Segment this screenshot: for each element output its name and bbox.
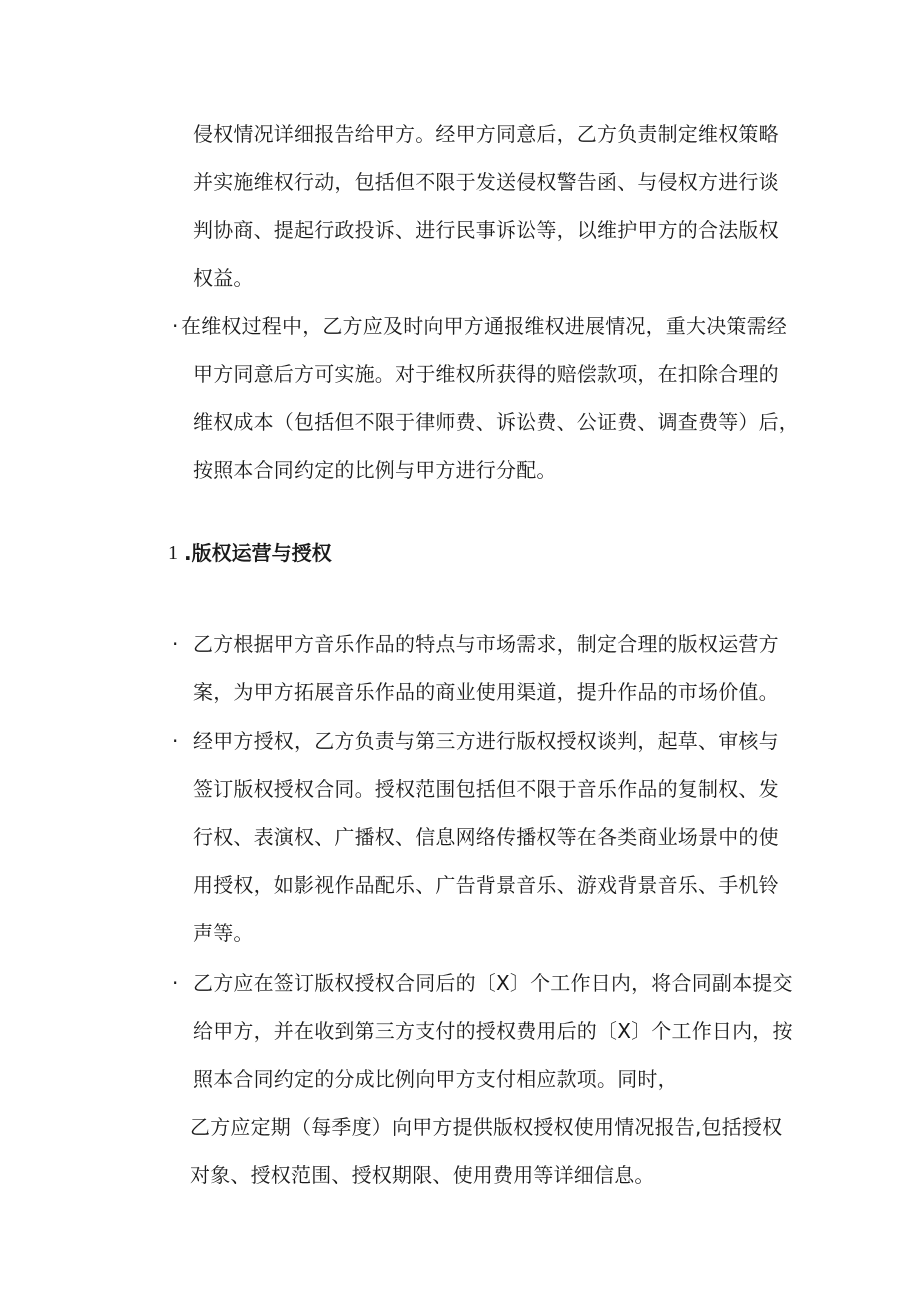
list-item-line: 签订版权授权合同。授权范围包括但不限于音乐作品的复制权、发 <box>193 777 779 801</box>
section-number: 1 <box>168 542 178 564</box>
paragraph-line: 按照本合同约定的比例与甲方进行分配。 <box>193 458 557 482</box>
paragraph-line: 侵权情况详细报告给甲方。经甲方同意后，乙方负责制定维权策略 <box>193 122 779 146</box>
list-item-line: 对象、授权范围、授权期限、使用费用等详细信息。 <box>190 1163 655 1187</box>
bullet-marker: · <box>172 632 179 656</box>
bullet-marker: · <box>172 729 179 753</box>
list-item-line: 行权、表演权、广播权、信息网络传播权等在各类商业场景中的使 <box>193 825 779 849</box>
list-item-line: 乙方根据甲方音乐作品的特点与市场需求，制定合理的版权运营方 <box>193 632 779 656</box>
list-item-line: 案，为甲方拓展音乐作品的商业使用渠道，提升作品的市场价值。 <box>193 680 779 704</box>
list-item-line: 经甲方授权，乙方负责与第三方进行版权授权谈判，起草、审核与 <box>193 729 779 753</box>
paragraph-line: 在维权过程中，乙方应及时向甲方通报维权进展情况，重大决策需经 <box>181 314 787 338</box>
list-item-line: 给甲方，并在收到第三方支付的授权费用后的〔X〕个工作日内，按 <box>193 1019 793 1043</box>
paragraph-line: 权益。 <box>193 266 254 290</box>
bullet-marker: · <box>172 314 179 338</box>
list-item-line: 照本合同约定的分成比例向甲方支付相应款项。同时， <box>193 1067 678 1091</box>
paragraph-line: 并实施维权行动，包括但不限于发送侵权警告函、与侵权方进行谈 <box>193 170 779 194</box>
list-item-line: 乙方应定期（每季度）向甲方提供版权授权使用情况报告,包括授权 <box>190 1115 783 1139</box>
paragraph-line: 甲方同意后方可实施。对于维权所获得的赔偿款项，在扣除合理的 <box>193 362 779 386</box>
section-title: .版权运营与授权 <box>184 541 332 565</box>
list-item-line: 用授权，如影视作品配乐、广告背景音乐、游戏背景音乐、手机铃 <box>193 873 779 897</box>
paragraph-line: 判协商、提起行政投诉、进行民事诉讼等，以维护甲方的合法版权 <box>193 218 779 242</box>
bullet-marker: · <box>172 971 179 995</box>
list-item-line: 声等。 <box>193 921 254 945</box>
paragraph-line: 维权成本（包括但不限于律师费、诉讼费、公证费、调查费等）后， <box>193 410 799 434</box>
list-item-line: 乙方应在签订版权授权合同后的〔X〕个工作日内，将合同副本提交 <box>193 971 793 995</box>
